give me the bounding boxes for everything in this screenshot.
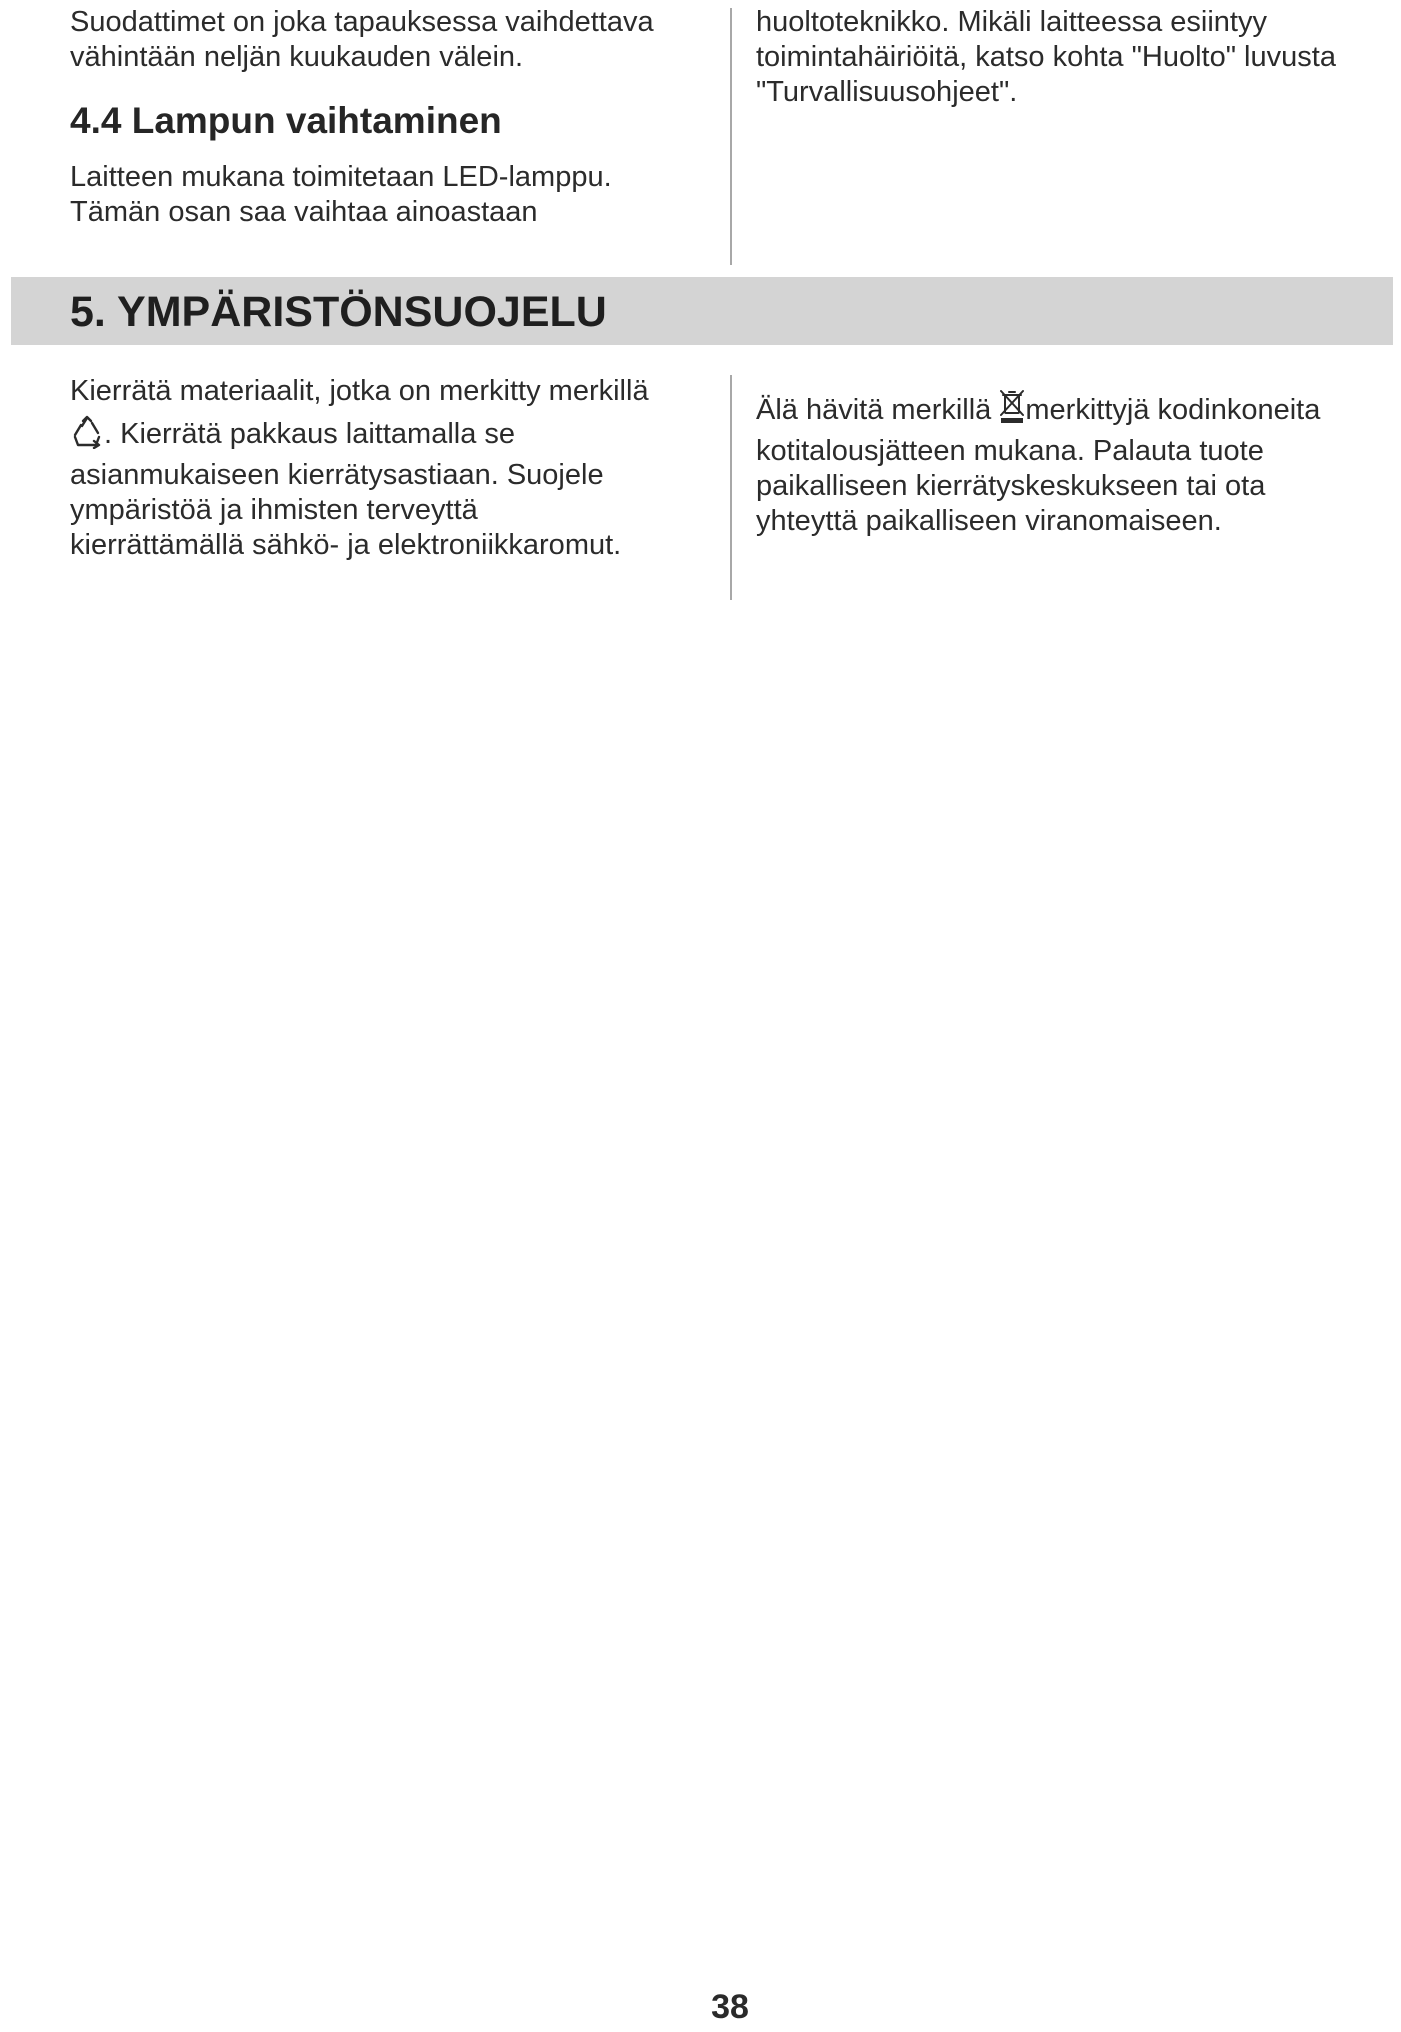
recycling-line: Kierrätä materiaalit, jotka on merkitty merkillä [70,375,649,407]
recycling-line: ympäristöä ja ihmisten terveyttä [70,494,478,526]
weee-line-head: Älä hävitä merkillä [756,394,1000,426]
recycling-text [70,374,720,563]
filter-note [70,5,710,75]
weee-line: yhteyttä paikalliseen viranomaiseen. [756,505,1222,537]
lamp-text-line: Laitteen mukana toimitetaan LED-lamppu. [70,161,612,193]
weee-line [756,389,1396,434]
lamp-text-line: Tämän osan saa vaihtaa ainoastaan [70,196,538,228]
crossed-bin-icon [999,389,1025,434]
service-note-line: "Turvallisuusohjeet". [756,76,1018,108]
service-note-line: toimintahäiriöitä, katso kohta "Huolto" luvusta [756,41,1336,73]
recycling-line-tail: . Kierrätä pakkaus laittamalla se [104,418,516,450]
column-divider-top [730,8,732,265]
service-note-line: huoltoteknikko. Mikäli laitteessa esiintyy [756,6,1267,38]
filter-note-line: Suodattimet on joka tapauksessa vaihdettava [70,6,654,38]
recycling-line: asianmukaiseen kierrätysastiaan. Suojele [70,459,604,491]
page-number: 38 [711,1988,749,2026]
section-title-text: YMPÄRISTÖNSUOJELU [117,288,607,336]
weee-line: paikalliseen kierrätyskeskukseen tai ota [756,470,1266,502]
recycling-line [70,415,720,458]
recycling-line: kierrättämällä sähkö- ja elektroniikkaromut. [70,529,622,561]
recycle-icon [70,415,104,458]
filter-note-line: vähintään neljän kuukauden välein. [70,41,524,73]
lamp-replacement-text [70,160,710,230]
column-divider-bottom [730,375,732,600]
lamp-replacement-heading: 4.4 Lampun vaihtaminen [70,100,502,141]
service-note [756,5,1396,110]
section-title [70,287,607,337]
weee-line: kotitalousjätteen mukana. Palauta tuote [756,435,1264,467]
section-number: 5. [70,288,106,336]
weee-line-tail: merkittyjä kodinkoneita [1025,394,1321,426]
weee-text [756,389,1396,539]
